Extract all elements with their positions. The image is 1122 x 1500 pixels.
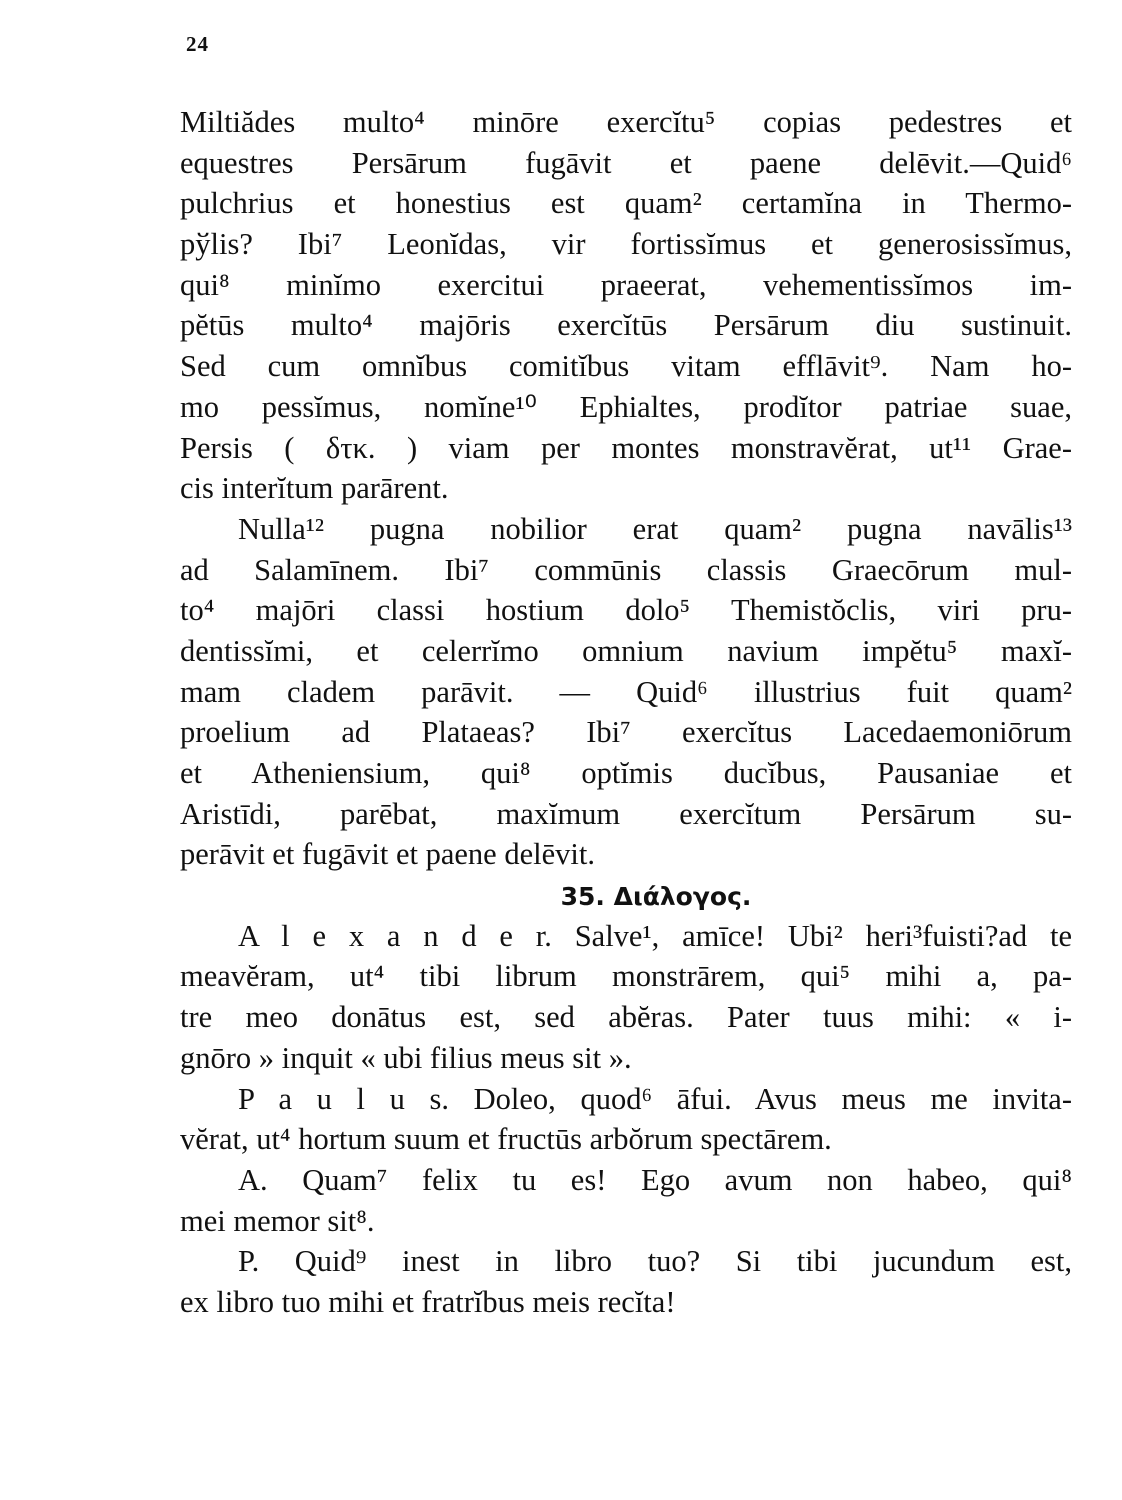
text-line: qui⁸ minĭmo exercitui praeerat, vehementissĭmos im- bbox=[180, 267, 1072, 302]
text-line: equestres Persārum fugāvit et paene delēvit.—Quid⁶ bbox=[180, 145, 1072, 180]
text-line: mam cladem parāvit. — Quid⁶ illustrius fuit quam² bbox=[180, 674, 1072, 709]
text-line: Sed cum omnĭbus comitĭbus vitam efflāvit⁹. Nam ho- bbox=[180, 349, 1072, 384]
paragraph-miltiades bbox=[180, 102, 1072, 509]
text-line: A l e x a n d e r. Salve¹, amīce! Ubi² heri³fuisti?ad te bbox=[238, 918, 1072, 953]
paragraph-nulla-pugna bbox=[180, 509, 1072, 875]
page-number: 24 bbox=[186, 32, 209, 56]
text-line: pўlis? Ibi⁷ Leonĭdas, vir fortissĭmus et generosissĭmus, bbox=[180, 227, 1072, 262]
text-line: ex libro tuo mihi et fratrĭbus meis recĭta! bbox=[180, 1284, 676, 1319]
text-line: mo pessĭmus, nomĭne¹⁰ Ephialtes, prodĭtor patriae suae, bbox=[180, 389, 1072, 424]
text-line: to⁴ majōri classi hostium dolo⁵ Themistŏclis, viri pru- bbox=[180, 593, 1072, 628]
text-line: cis interĭtum parārent. bbox=[180, 471, 449, 506]
paragraph-paulus bbox=[180, 1079, 1072, 1160]
paragraph-paulus-2 bbox=[180, 1241, 1072, 1322]
text-line: proelium ad Plataeas? Ibi⁷ exercĭtus Lacedaemoniōrum bbox=[180, 715, 1072, 750]
text-line: pĕtūs multo⁴ majōris exercĭtūs Persārum diu sustinuit. bbox=[180, 308, 1072, 343]
text-line: vĕrat, ut⁴ hortum suum et fructūs arbŏrum spectārem. bbox=[180, 1122, 832, 1157]
text-line: meavĕram, ut⁴ tibi librum monstrārem, qui⁵ mihi a, pa- bbox=[180, 959, 1072, 994]
text-line: pulchrius et honestius est quam² certamĭna in Thermo- bbox=[180, 186, 1072, 221]
text-line: gnōro » inquit « ubi filius meus sit ». bbox=[180, 1040, 632, 1075]
text-line: Aristīdi, parēbat, maxĭmum exercĭtum Persārum su- bbox=[180, 796, 1072, 831]
text-line: Miltiădes multo⁴ minōre exercĭtu⁵ copias pedestres et bbox=[180, 105, 1072, 139]
text-line: A. Quam⁷ felix tu es! Ego avum non habeo, qui⁸ bbox=[238, 1162, 1072, 1197]
section-heading: 35. Διάλογος. bbox=[560, 882, 752, 912]
text-line: perāvit et fugāvit et paene delēvit. bbox=[180, 837, 595, 872]
paragraph-alexander bbox=[180, 916, 1072, 1079]
text-line: P a u l u s. Doleo, quod⁶ āfui. Avus meus me invita- bbox=[238, 1081, 1072, 1116]
text-line: tre meo donātus est, sed abĕras. Pater tuus mihi: « i- bbox=[180, 1000, 1072, 1035]
text-line: P. Quid⁹ inest in libro tuo? Si tibi jucundum est, bbox=[238, 1244, 1072, 1279]
body-text bbox=[180, 102, 1072, 1323]
paragraph-alexander-2 bbox=[180, 1160, 1072, 1241]
text-line: et Atheniensium, qui⁸ optĭmis ducĭbus, Pausaniae et bbox=[180, 756, 1072, 790]
text-line: Nulla¹² pugna nobilior erat quam² pugna navālis¹³ bbox=[238, 511, 1072, 546]
text-line: mei memor sit⁸. bbox=[180, 1203, 375, 1238]
text-line: dentissĭmi, et celerrĭmo omnium navium impĕtu⁵ maxĭ- bbox=[180, 633, 1072, 668]
text-line: Persis ( δτκ. ) viam per montes monstravĕrat, ut¹¹ Grae- bbox=[180, 430, 1072, 465]
text-line: ad Salamīnem. Ibi⁷ commūnis classis Graecōrum mul- bbox=[180, 552, 1072, 587]
